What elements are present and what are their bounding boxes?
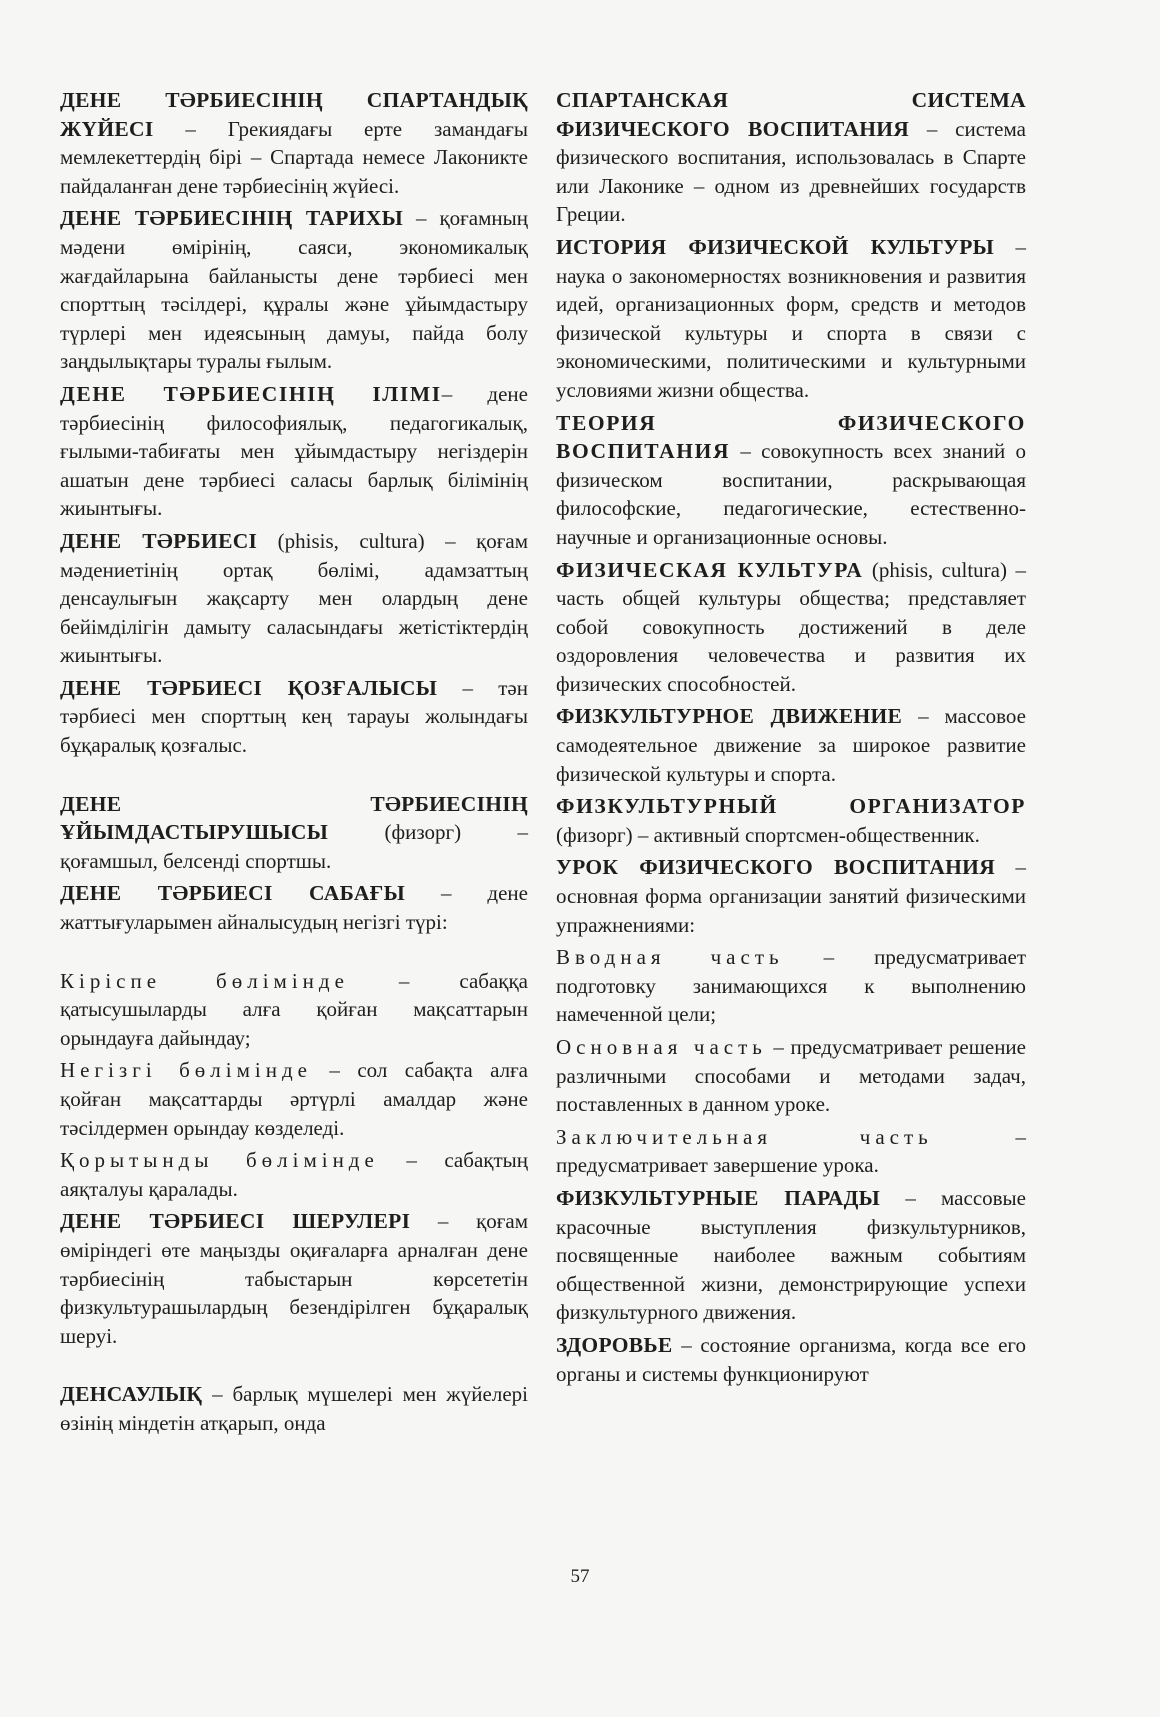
entry-definition: – предусматривает завершение урока. — [556, 1124, 1026, 1178]
entry-health-kz — [60, 1380, 528, 1437]
entry-lesson-kz — [60, 879, 528, 936]
entry-definition: – наука о закономерностях возникновения и развития идей, организационных форм, средств и методов физической культуры и спорта в связи с экономическими, политическими и культурными условиями жизни общества. — [556, 234, 1026, 402]
entry-health-ru — [556, 1331, 1026, 1388]
entry-term: УРОК ФИЗИЧЕСКОГО ВОСПИТАНИЯ — [556, 855, 996, 880]
entry-main-part-kz — [60, 1056, 528, 1142]
entry-spaced-term: Вводная часть — [556, 945, 784, 970]
entry-lesson-ru — [556, 853, 1026, 939]
entry-term: ДЕНЕ ТӘРБИЕСІНІҢ ҰЙЫМДАСТЫРУШЫСЫ — [60, 791, 528, 845]
page-number: 57 — [570, 1566, 590, 1587]
entry-parades-kz — [60, 1207, 528, 1350]
entry-definition: – дене жаттығуларымен айналысудың негізгі түрі: — [60, 881, 528, 935]
entry-term: ДЕНЕ ТӘРБИЕСІ ШЕРУЛЕРІ — [60, 1209, 411, 1234]
entry-spartan-system-kz — [60, 86, 528, 200]
entry-history-kz — [60, 204, 528, 376]
entry-term: ДЕНЕ ТӘРБИЕСІНІҢ ТАРИХЫ — [60, 206, 403, 231]
entry-definition: – сол сабақта алға қойған мақсаттарды әртүрлі амалдар және тәсілдермен орындау көзделеді. — [60, 1058, 528, 1140]
entry-definition: – сабаққа қатысушыларды алға қойған мақсаттарын орындауға дайындау; — [60, 968, 528, 1050]
entry-organizer-kz — [60, 790, 528, 876]
entry-term: ДЕНСАУЛЫҚ — [60, 1382, 203, 1407]
entry-term: ТЕОРИЯ ФИЗИЧЕСКОГО ВОСПИТАНИЯ — [556, 410, 1026, 464]
entry-spaced-term: Основная часть — [556, 1035, 767, 1059]
entry-term: СПАРТАНСКАЯ СИСТЕМА ФИЗИЧЕСКОГО ВОСПИТАНИЯ — [556, 88, 1026, 141]
entry-intro-part-ru — [556, 943, 1026, 1029]
entry-definition: – предусматривает подготовку занимающихся к выполнению намеченной цели; — [556, 945, 1026, 1027]
entry-definition: – система физического воспитания, использовалась в Спарте или Лаконике – одном из древнейших государств Греции. — [556, 116, 1026, 227]
entry-definition: – совокупность всех знаний о физическом воспитании, раскрывающая философские, педагогические, естественно-научные и организационные основы. — [556, 439, 1026, 549]
entry-physical-culture-kz — [60, 527, 528, 670]
entry-intro-part-kz — [60, 967, 528, 1053]
entry-theory-ru — [556, 409, 1026, 552]
entry-definition: – состояние организма, когда все его органы и системы функционируют — [556, 1332, 1026, 1386]
entry-physical-culture-ru — [556, 556, 1026, 699]
entry-definition: – қоғам өміріндегі өте маңызды оқиғаларға арналған дене тәрбиесінің табыстарын көрсететін физкультурашылардың безендірілген бұқаралық шеруі. — [60, 1209, 528, 1348]
entry-movement-ru — [556, 702, 1026, 788]
entry-term: ФИЗКУЛЬТУРНЫЕ ПАРАДЫ — [556, 1185, 881, 1210]
entry-term: ФИЗИЧЕСКАЯ КУЛЬТУРА — [556, 557, 864, 582]
entry-definition: – тән тәрбиесі мен спорттың кең тарауы жолындағы бұқаралық қозғалыс. — [60, 675, 528, 758]
right-column-russian — [556, 86, 1026, 1392]
entry-theory-kz — [60, 380, 528, 523]
entry-definition: (phisis, cultura) – часть общей культуры общества; представляет собой совокупность достижений в деле оздоровления человечества и развития их физических способностей. — [556, 557, 1026, 696]
entry-definition: – массовые красочные выступления физкультурников, посвященные наиболее важным событиям общественной жизни, демонстрирующие успехи физкультурного движения. — [556, 1185, 1026, 1325]
entry-definition: (физорг) – қоғамшыл, белсенді спортшы. — [60, 820, 528, 873]
entry-history-ru — [556, 233, 1026, 405]
entry-term: ДЕНЕ ТӘРБИЕСІ ҚОЗҒАЛЫСЫ — [60, 675, 438, 700]
entry-definition: – Грекиядағы ерте замандағы мемлекеттердің бірі – Спартада немесе Лаконикте пайдаланған дене тәрбиесінің жүйесі. — [60, 116, 528, 198]
entry-definition: – дене тәрбиесінің философиялық, педагогикалық, ғылыми-табиғаты мен ұйымдастыру негіздерін ашатын дене тәрбиесі саласы барлық білімінің жиынтығы. — [60, 381, 528, 521]
entry-definition: (физорг) – активный спортсмен-общественник. — [556, 822, 980, 847]
entry-term: ДЕНЕ ТӘРБИЕСІНІҢ СПАРТАНДЫҚ ЖҮЙЕСІ — [60, 88, 528, 141]
entry-organizer-ru — [556, 792, 1026, 849]
entry-term: ЗДОРОВЬЕ — [556, 1332, 673, 1357]
entry-main-part-ru — [556, 1033, 1026, 1119]
entry-definition: – основная форма организации занятий физическими упражнениями: — [556, 855, 1027, 937]
entry-term: ФИЗКУЛЬТУРНОЕ ДВИЖЕНИЕ — [556, 704, 903, 729]
entry-spartan-system-ru — [556, 86, 1026, 229]
entry-term: ДЕНЕ ТӘРБИЕСІ — [60, 528, 258, 553]
entry-term: ДЕНЕ ТӘРБИЕСІ САБАҒЫ — [60, 881, 406, 906]
entry-spaced-term: Негізгі бөлімінде — [60, 1058, 312, 1083]
entry-definition: – предусматривает решение различными способами и методами задач, поставленных в данном уроке. — [556, 1035, 1026, 1117]
entry-definition: (phisis, cultura) – қоғам мәдениетінің ортақ бөлімі, адамзаттың денсаулығын жақсарту мен олардың дене бейімділігін дамыту саласындағы жетістіктердің жиынтығы. — [60, 528, 528, 668]
entry-spaced-term: Кіріспе бөлімінде — [60, 968, 349, 993]
entry-final-part-kz — [60, 1146, 528, 1203]
entry-definition: – барлық мүшелері мен жүйелері өзінің міндетін атқарып, онда — [60, 1382, 528, 1435]
entry-term: ДЕНЕ ТӘРБИЕСІНІҢ ІЛІМІ — [60, 381, 442, 406]
entry-parades-ru — [556, 1184, 1026, 1327]
entry-term: ФИЗКУЛЬТУРНЫЙ ОРГАНИЗАТОР — [556, 794, 1026, 819]
entry-term: ИСТОРИЯ ФИЗИЧЕСКОЙ КУЛЬТУРЫ — [556, 234, 995, 259]
entry-spaced-term: Қорытынды бөлімінде — [60, 1148, 379, 1173]
entry-definition: – қоғамның мәдени өмірінің, саяси, экономикалық жағдайларына байланысты дене тәрбиесі мен спорттың тәсілдері, құралы және ұйымдастыру түрлері мен идеясының дамуы, пайда болу заңдылықтары туралы ғылым. — [60, 206, 528, 374]
entry-movement-kz — [60, 674, 528, 760]
entry-definition: – сабақтың аяқталуы қаралады. — [60, 1148, 528, 1201]
entry-final-part-ru — [556, 1123, 1026, 1180]
entry-spaced-term: Заключительная часть — [556, 1124, 933, 1149]
entry-definition: – массовое самодеятельное движение за широкое развитие физической культуры и спорта. — [556, 704, 1026, 786]
left-column-kazakh — [60, 86, 528, 1442]
